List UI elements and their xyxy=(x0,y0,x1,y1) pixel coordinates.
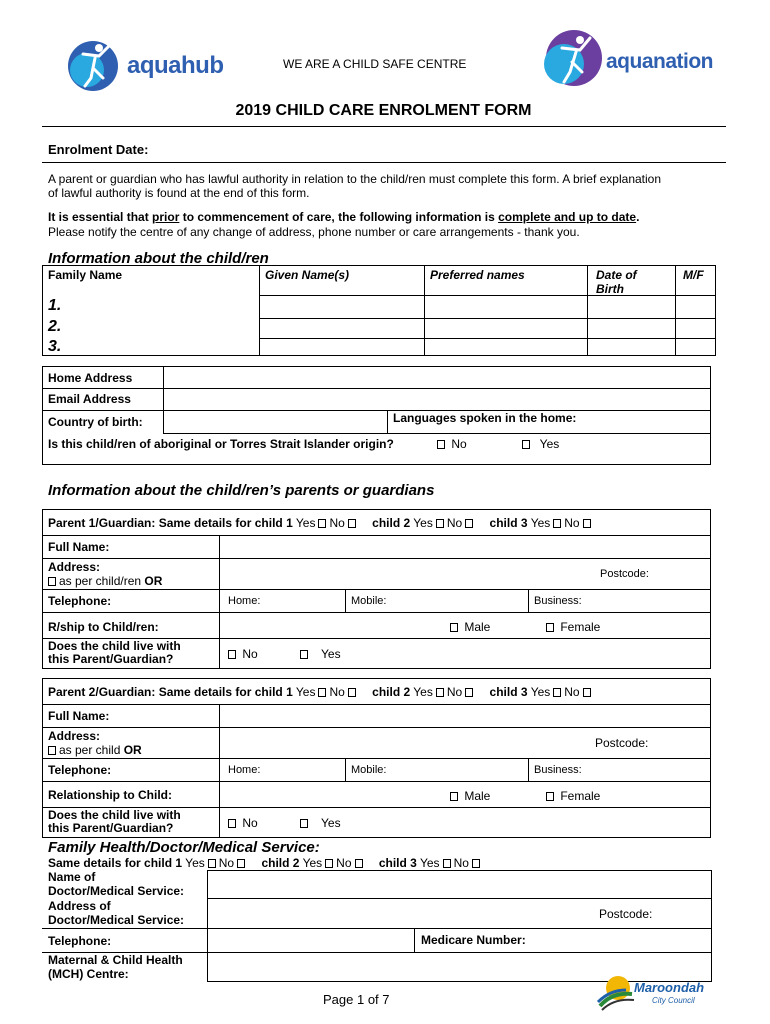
p2-full-name-field[interactable] xyxy=(221,706,709,726)
aquahub-wordmark: aquahub xyxy=(127,52,224,79)
email-address-label: Email Address xyxy=(48,392,131,406)
maroondah-emblem-icon xyxy=(596,972,636,1012)
med-rule-2 xyxy=(42,928,712,929)
country-of-birth-field[interactable] xyxy=(165,412,385,432)
p2-postcode-label: Postcode: xyxy=(595,736,649,750)
lawful-authority-text-1: A parent or guardian who has lawful authority in relation to the child/ren must complete this form. A brief explanation xyxy=(48,172,662,186)
aquanation-swimmer-icon xyxy=(540,26,604,90)
p2-lives-label-2: this Parent/Guardian? xyxy=(48,821,174,835)
p1-c3-yes-checkbox[interactable] xyxy=(553,519,561,528)
aboriginal-yes-option[interactable] xyxy=(519,437,559,451)
children-heading: Information about the child/ren xyxy=(48,250,269,267)
aquanation-wordmark: aquanation xyxy=(606,50,714,73)
p2-c3-yes-checkbox[interactable] xyxy=(553,688,561,697)
parents-heading: Information about the child/ren’s parents or guardians xyxy=(48,482,435,499)
child-row-3[interactable]: 3. xyxy=(48,338,62,355)
p1-male-option[interactable] xyxy=(447,620,490,634)
p2-lives-yes-label: Yes xyxy=(321,816,341,830)
doctor-name-field[interactable] xyxy=(209,872,709,897)
p2-c2-no-checkbox[interactable] xyxy=(465,688,473,697)
p2-rule-phone xyxy=(42,781,711,782)
p1-c1-yes-checkbox[interactable] xyxy=(318,519,326,528)
p1-lives-no-label: No xyxy=(242,647,258,661)
p1-female-checkbox[interactable] xyxy=(546,623,554,632)
form-title: 2019 CHILD CARE ENROLMENT FORM xyxy=(235,102,532,119)
aboriginal-no-checkbox[interactable] xyxy=(437,440,445,449)
email-address-field[interactable] xyxy=(165,390,709,409)
p1-c1-no-checkbox[interactable] xyxy=(348,519,356,528)
lawful-authority-text-2: of lawful authority is found at the end of this form. xyxy=(48,186,310,200)
p2-c3-no-label: No xyxy=(564,685,580,699)
address-rule-1 xyxy=(42,388,711,389)
p1-title: Parent 1/Guardian: Same details for child 1 xyxy=(48,516,293,530)
p1-c3-yes-label: Yes xyxy=(530,516,551,530)
p1-child3-label: child 3 xyxy=(489,516,528,530)
p1-address-label: Address: xyxy=(48,560,101,574)
council-name: Maroondah xyxy=(634,980,705,995)
p2-female-label: Female xyxy=(560,789,601,803)
aboriginal-yes-label: Yes xyxy=(539,437,560,451)
p2-title: Parent 2/Guardian: Same details for child 1 xyxy=(48,685,293,699)
med-c2-no-checkbox[interactable] xyxy=(355,859,363,868)
p2-rule-title xyxy=(42,704,711,705)
essential-text-c: . xyxy=(636,210,640,224)
med-rule-top xyxy=(207,870,712,871)
med-c1-no-label: No xyxy=(218,856,235,870)
p2-c1-yes-label: Yes xyxy=(295,685,316,699)
p1-title-row xyxy=(48,516,594,530)
p2-c1-no-label: No xyxy=(329,685,345,699)
p2-telephone-label: Telephone: xyxy=(48,763,112,777)
p2-rship-label: Relationship to Child: xyxy=(48,788,172,802)
med-c1-yes-checkbox[interactable] xyxy=(208,859,216,868)
med-c3-no-label: No xyxy=(453,856,469,870)
p1-as-per-checkbox[interactable] xyxy=(48,577,56,586)
p1-c2-no-label: No xyxy=(446,516,463,530)
aquahub-swimmer-icon xyxy=(65,34,125,94)
doctor-telephone-field[interactable] xyxy=(209,930,412,951)
p2-c3-yes-label: Yes xyxy=(530,685,551,699)
med-c2-yes-checkbox[interactable] xyxy=(325,859,333,868)
p2-as-per-checkbox[interactable] xyxy=(48,746,56,755)
p2-c2-yes-label: Yes xyxy=(413,685,433,699)
children-col-sep-4 xyxy=(675,265,676,356)
council-subtitle: City Council xyxy=(652,996,695,1005)
p2-male-option[interactable] xyxy=(447,789,490,803)
p1-lives-yes-label: Yes xyxy=(321,647,341,661)
p2-male-checkbox[interactable] xyxy=(450,792,458,801)
p1-mobile-sep xyxy=(345,589,346,612)
col-mf: M/F xyxy=(683,268,704,282)
notify-text: Please notify the centre of any change of address, phone number or care arrangements - thank you. xyxy=(48,225,580,239)
doctor-postcode-label: Postcode: xyxy=(599,907,653,921)
p1-as-per-row[interactable] xyxy=(45,574,162,588)
p2-lives-yes-checkbox[interactable] xyxy=(300,819,308,828)
p2-c1-no-checkbox[interactable] xyxy=(348,688,356,697)
children-col-sep-2 xyxy=(424,265,425,356)
med-c1-yes-label: Yes xyxy=(185,856,205,870)
medical-heading: Family Health/Doctor/Medical Service: xyxy=(48,839,320,856)
aboriginal-no-option[interactable] xyxy=(434,437,467,451)
med-rule-1 xyxy=(207,898,712,899)
languages-label: Languages spoken in the home: xyxy=(393,411,577,425)
med-child3-label: child 3 xyxy=(378,856,417,870)
p2-child3-label: child 3 xyxy=(489,685,528,699)
doctor-address-label-1: Address of xyxy=(48,899,111,913)
p2-c1-yes-checkbox[interactable] xyxy=(318,688,326,697)
p1-lives-yes-option[interactable] xyxy=(297,647,341,661)
p2-full-name-label: Full Name: xyxy=(48,709,110,723)
p2-rule-name xyxy=(42,727,711,728)
p1-label-sep xyxy=(219,535,220,669)
p1-lives-label-2: this Parent/Guardian? xyxy=(48,652,174,666)
doctor-name-label-1: Name of xyxy=(48,870,96,884)
col-family-name: Family Name xyxy=(48,268,123,282)
p1-c2-no-checkbox[interactable] xyxy=(465,519,473,528)
enrolment-date-rule xyxy=(42,162,726,163)
p2-female-option[interactable] xyxy=(543,789,600,803)
essential-text-b: to commencement of care, the following information is xyxy=(179,210,499,224)
p1-rule-name xyxy=(42,558,711,559)
p2-label-sep xyxy=(219,704,220,838)
child-row-1[interactable]: 1. xyxy=(48,297,62,314)
p2-lives-no-label: No xyxy=(242,816,258,830)
p1-postcode-label: Postcode: xyxy=(600,568,649,580)
p2-title-row xyxy=(48,685,594,699)
medicare-sep xyxy=(414,928,415,952)
p1-child2-label: child 2 xyxy=(372,516,411,530)
mch-label-2: (MCH) Centre: xyxy=(48,967,129,981)
p1-home-label: Home: xyxy=(228,595,261,607)
p2-female-checkbox[interactable] xyxy=(546,792,554,801)
p1-lives-yes-checkbox[interactable] xyxy=(300,650,308,659)
aquanation-logo xyxy=(540,26,715,90)
p2-c3-no-checkbox[interactable] xyxy=(583,688,591,697)
p2-male-label: Male xyxy=(464,789,491,803)
p1-c2-yes-label: Yes xyxy=(413,516,433,530)
medical-same-details-row xyxy=(48,856,483,870)
p1-rule-title xyxy=(42,535,711,536)
p1-male-checkbox[interactable] xyxy=(450,623,458,632)
col-given-names: Given Name(s) xyxy=(265,268,350,282)
p2-business-sep xyxy=(528,758,529,781)
p1-business-sep xyxy=(528,589,529,612)
p2-business-label: Business: xyxy=(534,764,582,776)
p1-c1-no-label: No xyxy=(329,516,345,530)
essential-complete: complete and up to date xyxy=(498,210,637,224)
aboriginal-question: Is this child/ren of aboriginal or Torres Strait Islander origin? xyxy=(48,437,394,451)
p2-rule-address xyxy=(42,758,711,759)
essential-text-a: It is essential that xyxy=(48,210,153,224)
p1-rule-phone xyxy=(42,612,711,613)
p2-as-per-row[interactable] xyxy=(45,743,142,757)
doctor-telephone-label: Telephone: xyxy=(48,934,112,948)
p2-lives-label-1: Does the child live with xyxy=(48,808,181,822)
med-label-sep xyxy=(207,870,208,982)
essential-notice xyxy=(48,210,639,224)
p2-as-per-label: as per child xyxy=(59,743,121,757)
children-col-sep-1 xyxy=(259,265,260,356)
doctor-address-label-2: Doctor/Medical Service: xyxy=(48,913,185,927)
p2-lives-yes-option[interactable] xyxy=(297,816,341,830)
p2-c2-no-label: No xyxy=(446,685,463,699)
med-c3-yes-checkbox[interactable] xyxy=(443,859,451,868)
p2-home-label: Home: xyxy=(228,764,261,776)
languages-sep xyxy=(387,410,388,433)
children-row-rule-2 xyxy=(259,338,716,339)
p1-male-label: Male xyxy=(464,620,491,634)
p2-lives-no-option[interactable] xyxy=(225,816,258,830)
country-of-birth-label: Country of birth: xyxy=(48,415,143,429)
p1-full-name-label: Full Name: xyxy=(48,540,110,554)
col-dob-2: Birth xyxy=(596,282,624,296)
p1-lives-no-option[interactable] xyxy=(225,647,258,661)
home-address-label: Home Address xyxy=(48,371,133,385)
col-dob-1: Date of xyxy=(596,268,637,282)
mch-label-1: Maternal & Child Health xyxy=(48,953,183,967)
p1-or-label: OR xyxy=(144,574,163,588)
p1-lives-label-1: Does the child live with xyxy=(48,639,181,653)
child-row-2[interactable]: 2. xyxy=(48,318,62,335)
medicare-label: Medicare Number: xyxy=(421,933,526,947)
children-col-sep-3 xyxy=(587,265,588,356)
med-c3-no-checkbox[interactable] xyxy=(472,859,480,868)
p1-mobile-label: Mobile: xyxy=(351,595,387,607)
med-c2-no-label: No xyxy=(336,856,352,870)
p1-lives-no-checkbox[interactable] xyxy=(228,650,236,659)
address-rule-3 xyxy=(163,433,711,434)
p1-business-label: Business: xyxy=(534,595,582,607)
p2-lives-no-checkbox[interactable] xyxy=(228,819,236,828)
p1-c3-no-label: No xyxy=(564,516,580,530)
maroondah-logo xyxy=(596,966,714,1016)
title-rule xyxy=(42,126,726,127)
med-child2-label: child 2 xyxy=(261,856,300,870)
aboriginal-yes-checkbox[interactable] xyxy=(522,440,530,449)
children-header-rule xyxy=(259,295,716,296)
p1-rship-label: R/ship to Child/ren: xyxy=(48,620,159,634)
p1-as-per-label: as per child/ren xyxy=(59,574,142,588)
children-row-rule-1 xyxy=(259,318,716,319)
essential-prior: prior xyxy=(152,210,180,224)
p2-mobile-label: Mobile: xyxy=(351,764,387,776)
p1-c3-no-checkbox[interactable] xyxy=(583,519,591,528)
address-rule-2 xyxy=(42,410,711,411)
med-same-details-label: Same details for child 1 xyxy=(48,856,183,870)
aboriginal-no-label: No xyxy=(451,437,467,451)
p1-telephone-label: Telephone: xyxy=(48,594,112,608)
page-number: Page 1 of 7 xyxy=(323,992,390,1007)
country-sep xyxy=(163,410,164,433)
p1-female-option[interactable] xyxy=(543,620,600,634)
p2-address-label: Address: xyxy=(48,729,101,743)
p1-c2-yes-checkbox[interactable] xyxy=(436,519,444,528)
p1-female-label: Female xyxy=(560,620,601,634)
med-c1-no-checkbox[interactable] xyxy=(237,859,245,868)
p1-rule-address xyxy=(42,589,711,590)
col-preferred-names: Preferred names xyxy=(430,268,525,282)
aquahub-logo xyxy=(65,34,225,94)
doctor-name-label-2: Doctor/Medical Service: xyxy=(48,884,185,898)
p2-child2-label: child 2 xyxy=(372,685,411,699)
p2-mobile-sep xyxy=(345,758,346,781)
child-safe-tagline: WE ARE A CHILD SAFE CENTRE xyxy=(283,57,467,71)
p1-full-name-field[interactable] xyxy=(221,537,709,557)
med-c2-yes-label: Yes xyxy=(302,856,323,870)
enrolment-date-label: Enrolment Date: xyxy=(48,142,149,157)
p2-or-label: OR xyxy=(123,743,142,757)
home-address-field[interactable] xyxy=(165,368,709,387)
p2-c2-yes-checkbox[interactable] xyxy=(436,688,444,697)
p1-c1-yes-label: Yes xyxy=(295,516,316,530)
med-c3-yes-label: Yes xyxy=(419,856,440,870)
